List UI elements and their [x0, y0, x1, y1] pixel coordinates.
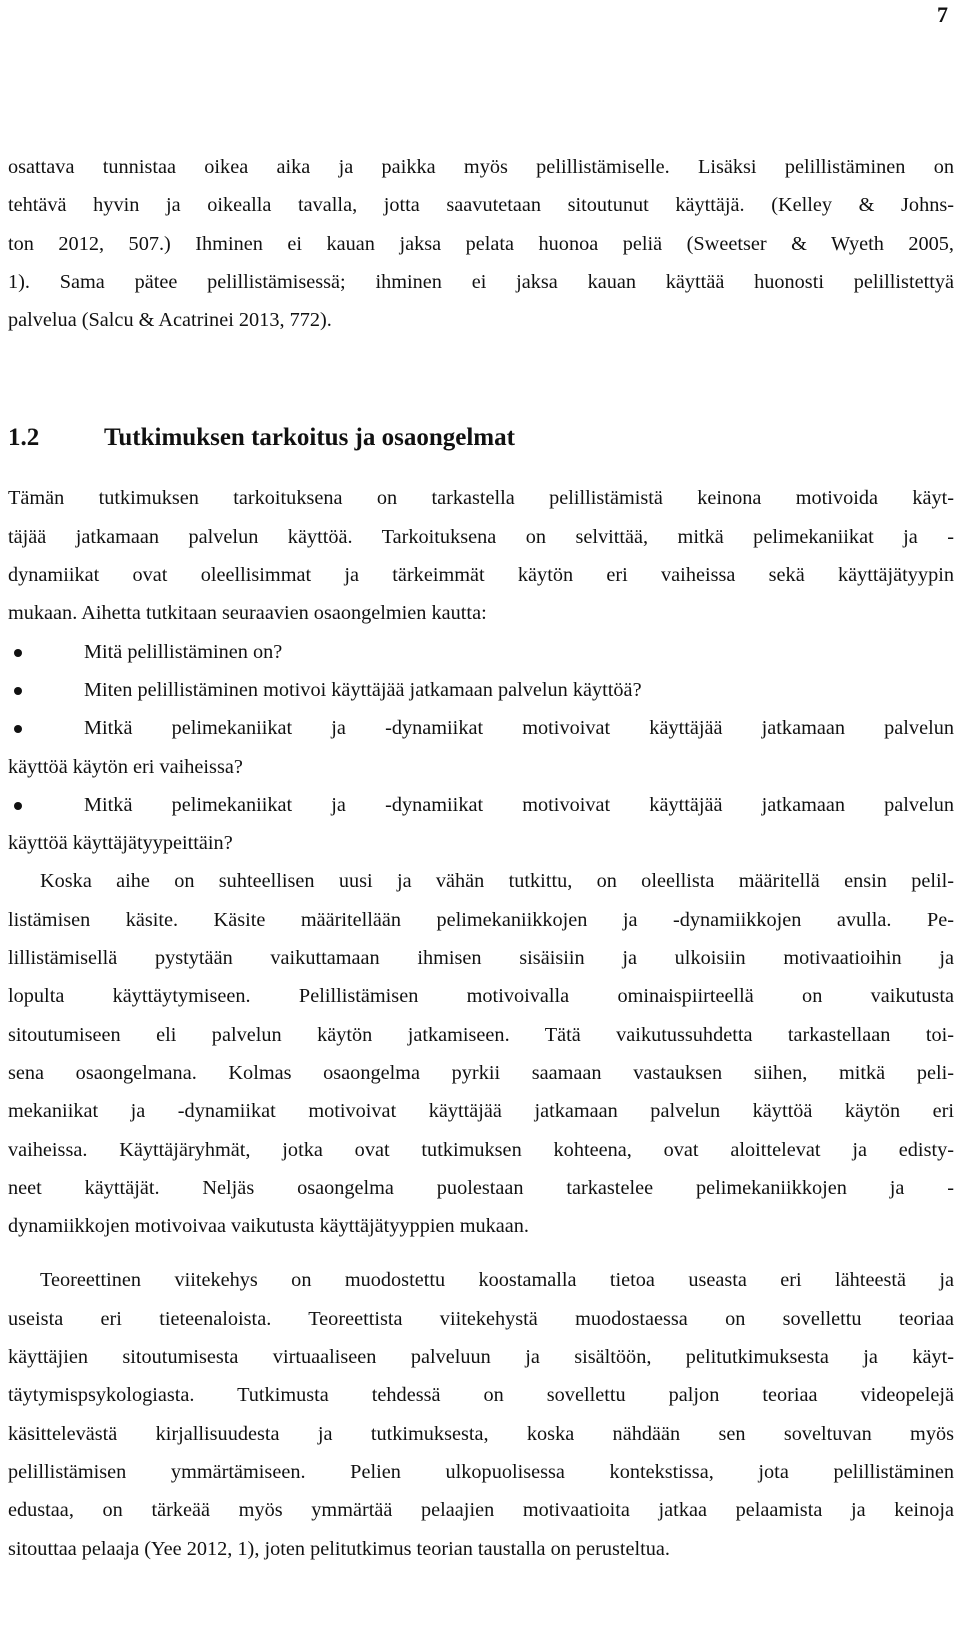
- text-line: ton 2012, 507.) Ihminen ei kauan jaksa pelata huonoa peliä (Sweetser & Wyeth 2005,: [8, 232, 954, 255]
- text-line: dynamiikat ovat oleellisimmat ja tärkeimmät käytön eri vaiheissa sekä käyttäjätyypin: [8, 564, 954, 587]
- bullet-icon: [14, 725, 22, 733]
- subproblems-paragraph: [8, 862, 954, 1245]
- paragraph-gap: [8, 1245, 954, 1261]
- text-line: dynamiikkojen motivoivaa vaikutusta käyttäjätyyppien mukaan.: [8, 1215, 529, 1238]
- text-line: Tämän tutkimuksen tarkoituksena on tarkastella pelillistämistä keinona motivoida käyt-: [8, 487, 954, 510]
- text-line: lillistämisellä pystytään vaikuttamaan ihmisen sisäisiin ja ulkoisiin motivaatioihin ja: [8, 947, 954, 970]
- text-line: pelillistämisen ymmärtämiseen. Pelien ulkopuolisessa kontekstissa, jota pelillistäminen: [8, 1460, 954, 1483]
- list-item-text: Mitä pelillistäminen on?: [84, 640, 283, 663]
- text-line: edustaa, on tärkeää myös ymmärtää pelaajien motivaatioita jatkaa pelaamista ja keinoja: [8, 1499, 954, 1522]
- text-line: käsittelevästä kirjallisuudesta ja tutkimuksesta, koska nähdään sen soveltuvan myös: [8, 1422, 954, 1445]
- list-item-text: Mitkä pelimekaniikat ja -dynamiikat motivoivat käyttäjää jatkamaan palvelun: [84, 717, 954, 740]
- list-item-continuation: käyttöä käytön eri vaiheissa?: [8, 755, 243, 778]
- bullet-icon: [14, 687, 22, 695]
- bullet-icon: [14, 802, 22, 810]
- section-number: 1.2: [8, 424, 40, 452]
- purpose-paragraph: [8, 479, 954, 632]
- research-questions-list: [8, 633, 954, 863]
- list-item-text: Miten pelillistäminen motivoi käyttäjää jatkamaan palvelun käyttöä?: [84, 678, 642, 701]
- text-line: listämisen käsite. Käsite määritellään pelimekaniikkojen ja -dynamiikkojen avulla. Pe-: [8, 908, 954, 931]
- text-line: käyttäjien sitoutumisesta virtuaaliseen palveluun ja sisältöön, pelitutkimuksesta ja käyt-: [8, 1346, 954, 1369]
- list-item: [8, 633, 954, 671]
- page-number: 7: [937, 2, 948, 27]
- text-line: palvelua (Salcu & Acatrinei 2013, 772).: [8, 309, 332, 332]
- text-line: täjää jatkamaan palvelun käyttöä. Tarkoituksena on selvittää, mitkä pelimekaniikat ja -: [8, 525, 954, 548]
- list-item: [8, 786, 954, 824]
- text-line: mukaan. Aihetta tutkitaan seuraavien osaongelmien kautta:: [8, 602, 487, 625]
- list-item: [8, 671, 954, 709]
- theory-paragraph: [8, 1261, 954, 1567]
- list-item: [8, 709, 954, 747]
- text-line: sitoutumiseen eli palvelun käytön jatkamiseen. Tätä vaikutussuhdetta tarkastellaan toi-: [8, 1023, 954, 1046]
- text-line: mekaniikat ja -dynamiikat motivoivat käyttäjää jatkamaan palvelun käyttöä käytön eri: [8, 1100, 954, 1123]
- text-line: sitouttaa pelaaja (Yee 2012, 1), joten pelitutkimus teorian taustalla on perusteltua.: [8, 1537, 670, 1560]
- bullet-icon: [14, 649, 22, 657]
- list-item-continuation: käyttöä käyttäjätyypeittäin?: [8, 832, 233, 855]
- text-line: neet käyttäjät. Neljäs osaongelma puolestaan tarkastelee pelimekaniikkojen ja -: [8, 1176, 954, 1199]
- text-line: useista eri tieteenaloista. Teoreettista viitekehystä muodostaessa on sovellettu teoriaa: [8, 1307, 954, 1330]
- text-line: vaiheissa. Käyttäjäryhmät, jotka ovat tutkimuksen kohteena, ovat aloittelevat ja edisty-: [8, 1138, 954, 1161]
- text-line: sena osaongelmana. Kolmas osaongelma pyrkii saamaan vastauksen siihen, mitkä peli-: [8, 1061, 954, 1084]
- text-line: 1). Sama pätee pelillistämisessä; ihminen ei jaksa kauan käyttää huonosti pelillistettyä: [8, 270, 954, 293]
- text-line: osattava tunnistaa oikea aika ja paikka myös pelillistämiselle. Lisäksi pelillistäminen on: [8, 156, 954, 178]
- intro-paragraph: [8, 148, 954, 339]
- text-line: lopulta käyttäytymiseen. Pelillistämisen motivoivalla ominaispiirteellä on vaikutusta: [8, 985, 954, 1008]
- text-line: Teoreettinen viitekehys on muodostettu koostamalla tietoa useasta eri lähteestä ja: [40, 1269, 954, 1292]
- text-line: Koska aihe on suhteellisen uusi ja vähän tutkittu, on oleellista määritellä ensin pelil-: [40, 870, 954, 893]
- section-heading: [8, 419, 954, 457]
- text-line: täytymispsykologiasta. Tutkimusta tehdessä on sovellettu paljon teoriaa videopelejä: [8, 1384, 954, 1407]
- section-title: Tutkimuksen tarkoitus ja osaongelmat: [104, 424, 515, 452]
- page-body: [8, 148, 954, 1568]
- list-item-text: Mitkä pelimekaniikat ja -dynamiikat motivoivat käyttäjää jatkamaan palvelun: [84, 793, 954, 816]
- text-line: tehtävä hyvin ja oikealla tavalla, jotta saavutetaan sitoutunut käyttäjä. (Kelley & Johns-: [8, 194, 954, 217]
